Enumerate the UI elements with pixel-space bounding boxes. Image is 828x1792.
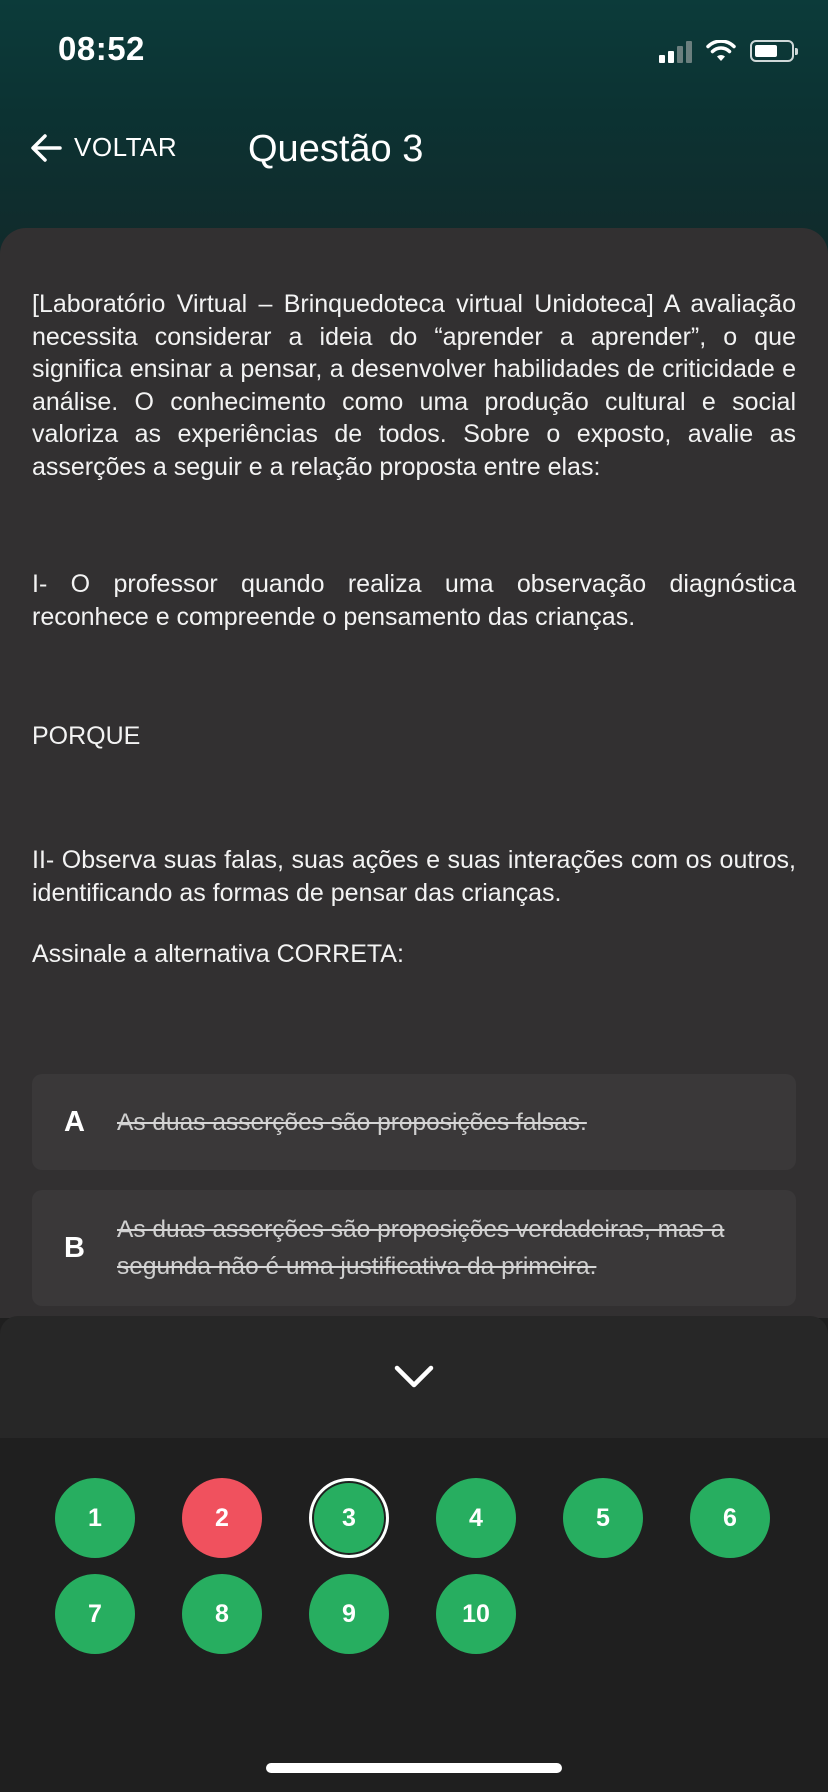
question-button-1[interactable]: 1 [55, 1478, 135, 1558]
assertion-2: II- Observa suas falas, suas ações e suas interações com os outros, identificando as formas de pensar das crianças. [32, 846, 796, 907]
question-statement: [Laboratório Virtual – Brinquedoteca virtual Unidoteca] A avaliação necessita considerar a ideia do “aprender a aprender”, o que significa ensinar a pensar, a desenvolver habilidades de criticidade e análise. O conhecimento como uma produção cultural e social valoriza as experiências de todos. Sobre o exposto, avalie as asserções a seguir e a relação proposta entre elas: [32, 290, 796, 481]
question-button-9[interactable]: 9 [309, 1574, 389, 1654]
signal-icon [659, 39, 692, 63]
arrow-left-icon [30, 133, 62, 163]
option-b[interactable] [32, 1190, 796, 1306]
header [0, 0, 828, 260]
back-button[interactable] [30, 132, 177, 163]
assertion-1: I- O professor quando realiza uma observação diagnóstica reconhece e compreende o pensamento das crianças. [32, 570, 796, 631]
porque-label: PORQUE [32, 722, 141, 750]
question-button-7[interactable]: 7 [55, 1574, 135, 1654]
question-button-6[interactable]: 6 [690, 1478, 770, 1558]
question-button-10[interactable]: 10 [436, 1574, 516, 1654]
option-text: As duas asserções são proposições falsas. [117, 1108, 587, 1136]
question-button-4[interactable]: 4 [436, 1478, 516, 1558]
collapse-navigator-button[interactable] [0, 1316, 828, 1438]
home-indicator [266, 1763, 562, 1773]
question-button-2[interactable]: 2 [182, 1478, 262, 1558]
status-time: 08:52 [58, 30, 145, 67]
back-label: VOLTAR [74, 132, 178, 162]
battery-icon [750, 40, 794, 62]
question-card [0, 228, 828, 1318]
question-button-5[interactable]: 5 [563, 1478, 643, 1558]
status-icons [659, 36, 794, 66]
instruction: Assinale a alternativa CORRETA: [32, 940, 404, 968]
question-button-8[interactable]: 8 [182, 1574, 262, 1654]
option-letter: B [64, 1231, 85, 1264]
question-navigator [0, 1438, 828, 1792]
question-button-3[interactable]: 3 [309, 1478, 389, 1558]
wifi-icon [706, 40, 736, 62]
page-title: Questão 3 [248, 128, 424, 170]
option-letter: A [64, 1105, 85, 1138]
option-a[interactable] [32, 1074, 796, 1170]
chevron-down-icon [393, 1364, 435, 1390]
option-text: As duas asserções são proposições verdadeiras, mas a segunda não é uma justificativa da primeira. [117, 1216, 725, 1280]
